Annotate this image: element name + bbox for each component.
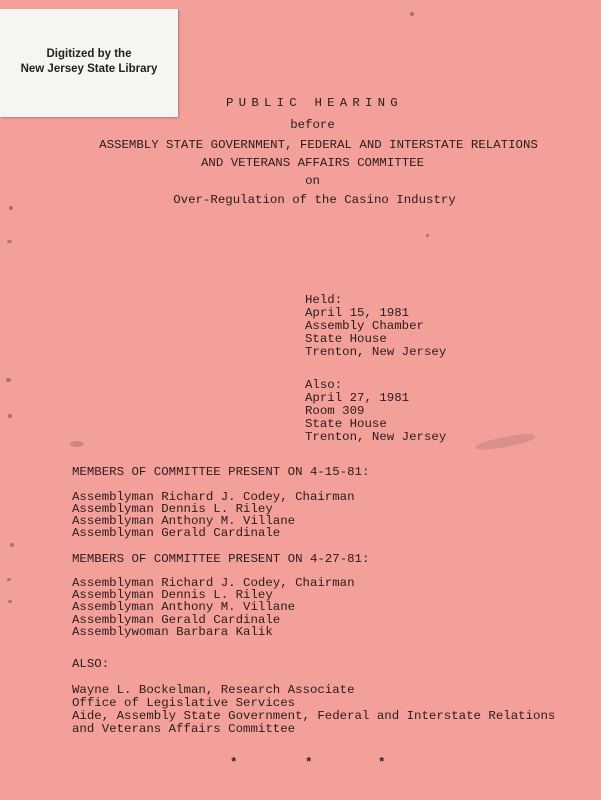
footer-star: * bbox=[305, 756, 313, 770]
member-name: Assemblyman Anthony M. Villane bbox=[72, 600, 296, 614]
scan-smudge bbox=[475, 432, 536, 452]
member-name: Assemblyman Richard J. Codey, Chairman bbox=[72, 576, 355, 590]
stamp-line-2: New Jersey State Library bbox=[20, 63, 158, 75]
committee-line-2: AND VETERANS AFFAIRS COMMITTEE bbox=[200, 156, 425, 170]
scan-speck bbox=[410, 12, 414, 16]
member-name: Assemblywoman Barbara Kalik bbox=[72, 625, 273, 639]
also-held-city: Trenton, New Jersey bbox=[305, 430, 447, 444]
scan-speck bbox=[6, 378, 11, 382]
hearing-subject: Over-Regulation of the Casino Industry bbox=[173, 193, 456, 207]
also-held-date: April 27, 1981 bbox=[305, 391, 410, 405]
scan-speck bbox=[8, 600, 12, 603]
document-title: PUBLIC HEARING bbox=[226, 96, 403, 110]
scan-speck bbox=[10, 543, 14, 547]
footer-star: * bbox=[378, 756, 386, 770]
also-held-label: Also: bbox=[305, 378, 343, 392]
scan-speck bbox=[426, 234, 429, 237]
also-held-building: State House bbox=[305, 417, 387, 431]
scan-speck bbox=[7, 240, 12, 243]
member-name: Assemblyman Gerald Cardinale bbox=[72, 613, 281, 627]
held-label: Held: bbox=[305, 293, 343, 307]
on-label: on bbox=[305, 174, 320, 188]
before-label: before bbox=[290, 118, 335, 132]
member-name: Assemblyman Richard J. Codey, Chairman bbox=[72, 490, 355, 504]
member-name: Assemblyman Dennis L. Riley bbox=[72, 588, 273, 602]
scan-smudge bbox=[70, 441, 84, 447]
stamp-line-1: Digitized by the bbox=[46, 48, 132, 60]
member-name: Assemblyman Gerald Cardinale bbox=[72, 526, 281, 540]
footer-star: * bbox=[230, 756, 238, 770]
scan-speck bbox=[9, 206, 13, 210]
staff-line: Wayne L. Bockelman, Research Associate bbox=[72, 683, 355, 697]
members-2-heading: MEMBERS OF COMMITTEE PRESENT ON 4-27-81: bbox=[72, 552, 370, 566]
held-city: Trenton, New Jersey bbox=[305, 345, 447, 359]
members-1-heading: MEMBERS OF COMMITTEE PRESENT ON 4-15-81: bbox=[72, 465, 370, 479]
held-building: State House bbox=[305, 332, 387, 346]
held-date: April 15, 1981 bbox=[305, 306, 410, 320]
also-held-room: Room 309 bbox=[305, 404, 365, 418]
committee-line-1: ASSEMBLY STATE GOVERNMENT, FEDERAL AND INTERSTATE RELATIONS bbox=[99, 138, 538, 152]
stamp-text bbox=[6, 47, 172, 77]
staff-line: and Veterans Affairs Committee bbox=[72, 722, 296, 736]
staff-line: Aide, Assembly State Government, Federal and Interstate Relations bbox=[72, 709, 556, 723]
staff-line: Office of Legislative Services bbox=[72, 696, 296, 710]
held-room: Assembly Chamber bbox=[305, 319, 424, 333]
member-name: Assemblyman Anthony M. Villane bbox=[72, 514, 296, 528]
member-name: Assemblyman Dennis L. Riley bbox=[72, 502, 273, 516]
scan-speck bbox=[7, 578, 11, 581]
also-heading: ALSO: bbox=[72, 657, 110, 671]
scan-speck bbox=[8, 414, 12, 418]
